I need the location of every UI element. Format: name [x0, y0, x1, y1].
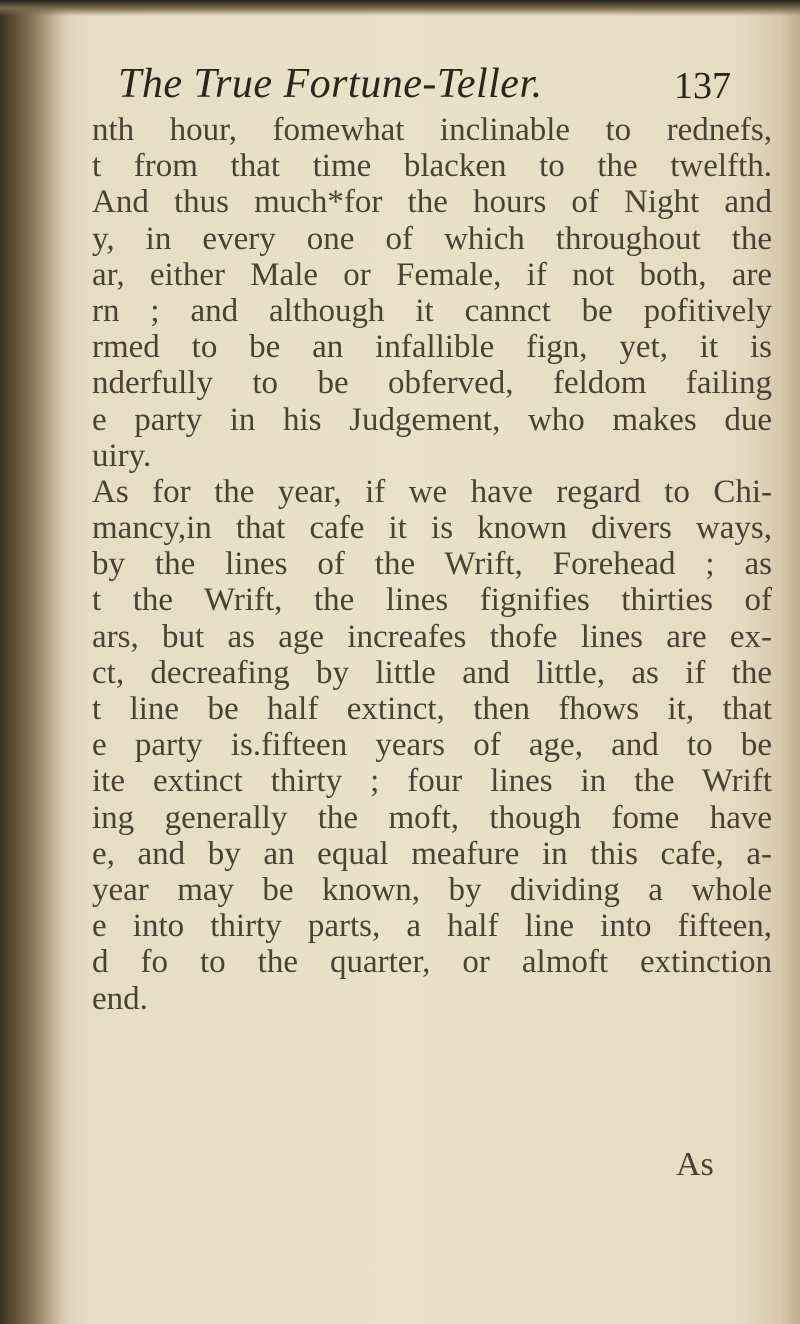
text-line: ing generally the moft, though fome have	[92, 799, 772, 836]
text-line: e party is.fifteen years of age, and to be	[92, 727, 772, 764]
text-line: nth hour, fomewhat inclinable to rednefs,	[92, 112, 772, 148]
body-text	[92, 112, 772, 1017]
page-number: 137	[674, 65, 731, 107]
binding-gutter	[0, 0, 70, 1324]
running-head	[118, 60, 731, 110]
text-line: ar, either Male or Female, if not both, are	[92, 256, 772, 293]
text-line: ite extinct thirty ; four lines in the Wrift	[92, 763, 772, 800]
text-line: by the lines of the Wrift, Forehead ; as	[92, 546, 772, 583]
text-line: mancy,in that cafe it is known divers ways,	[92, 510, 772, 547]
text-line: As for the year, if we have regard to Chi-	[92, 473, 772, 510]
text-line: t the Wrift, the lines fignifies thirties of	[92, 582, 772, 619]
running-title: The True Fortune-Teller.	[118, 61, 543, 107]
text-line: e, and by an equal meafure in this cafe, a-	[92, 835, 772, 872]
text-line: rn ; and although it cannct be pofitively	[92, 292, 772, 329]
text-line: rmed to be an infallible fign, yet, it is	[92, 329, 772, 366]
text-line: ct, decreafing by little and little, as if the	[92, 654, 772, 691]
text-line: nderfully to be obferved, feldom failing	[92, 365, 772, 402]
text-line: ars, but as age increafes thofe lines are ex-	[92, 618, 772, 655]
page-top-edge	[0, 0, 800, 16]
text-line: year may be known, by dividing a whole	[92, 871, 772, 908]
text-line: d fo to the quarter, or almoft extinction	[92, 944, 772, 981]
text-line: uiry.	[92, 437, 152, 474]
text-line: y, in every one of which throughout the	[92, 220, 772, 257]
text-line: e party in his Judgement, who makes due	[92, 401, 772, 438]
text-line: And thus much*for the hours of Night and	[92, 184, 772, 221]
text-line: t from that time blacken to the twelfth.	[92, 148, 772, 185]
text-line: end.	[92, 980, 148, 1017]
text-line: e into thirty parts, a half line into fifteen,	[92, 908, 772, 945]
catchword: As	[676, 1146, 714, 1183]
text-line: t line be half extinct, then fhows it, that	[92, 691, 772, 727]
